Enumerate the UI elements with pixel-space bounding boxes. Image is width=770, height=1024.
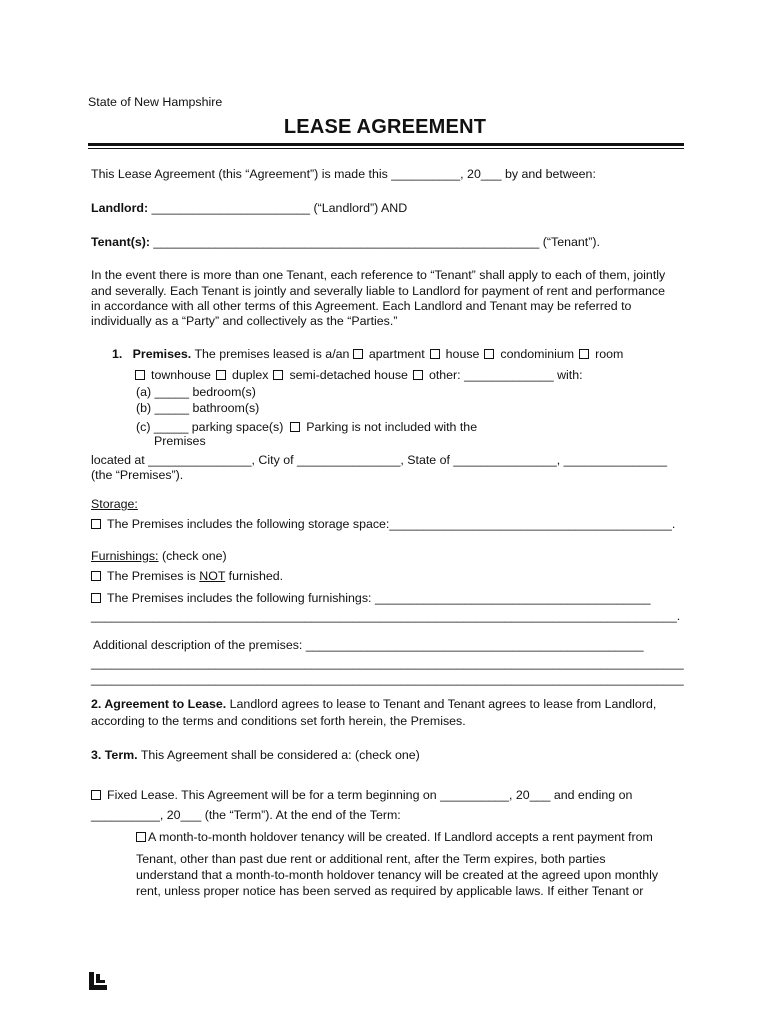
house-checkbox[interactable] bbox=[430, 349, 440, 359]
holdover-line: Tenant, other than past due rent or additional rent, after the Term expires, both parties bbox=[136, 852, 606, 866]
not-furnished-end: furnished. bbox=[225, 569, 284, 583]
located-line: located at _______________, City of _______________, State of _______________, _______________ bbox=[91, 453, 668, 467]
premises-heading: Premises. bbox=[132, 347, 192, 361]
holdover-line: understand that a month-to-month holdover tenancy will be created at the agreed upon monthly bbox=[136, 868, 659, 882]
tenant-field[interactable]: ________________________________________________________ (“Tenant”). bbox=[149, 235, 600, 249]
room-checkbox[interactable] bbox=[579, 349, 589, 359]
term-heading: 3. Term. bbox=[91, 748, 138, 762]
storage-checkbox[interactable] bbox=[91, 519, 101, 529]
agreement-line-2: according to the terms and conditions set forth herein, the Premises. bbox=[91, 714, 466, 728]
additional-line[interactable]: ______________________________________________________________________________________ bbox=[91, 672, 684, 686]
furnishings-line bbox=[91, 549, 227, 564]
term-line bbox=[91, 748, 420, 763]
storage-text: The Premises includes the following storage space:_________________________________________. bbox=[107, 517, 676, 531]
duplex-checkbox[interactable] bbox=[216, 370, 226, 380]
fixed-lease-cont: __________, 20___ (the “Term”). At the end of the Term: bbox=[91, 808, 401, 822]
document-title: LEASE AGREEMENT bbox=[283, 116, 487, 138]
additional-line[interactable]: ______________________________________________________________________________________ bbox=[91, 656, 684, 670]
landlord-line bbox=[91, 201, 407, 216]
parking-line bbox=[136, 420, 477, 435]
parking-cont: Premises bbox=[154, 434, 206, 448]
bathrooms-line: (b) _____ bathroom(s) bbox=[136, 401, 260, 415]
furnishings-note: (check one) bbox=[158, 549, 227, 563]
semi-detached-checkbox[interactable] bbox=[273, 370, 283, 380]
state-name: State of New Hampshire bbox=[88, 95, 223, 109]
house-label: house bbox=[445, 347, 480, 361]
holdover-text: A month-to-month holdover tenancy will be created. If Landlord accepts a rent payment from bbox=[148, 830, 653, 844]
storage-label: Storage: bbox=[91, 497, 138, 511]
duplex-label: duplex bbox=[231, 368, 269, 382]
other-checkbox[interactable] bbox=[413, 370, 423, 380]
section-number: 1. bbox=[112, 347, 123, 361]
not-furnished-text: The Premises is bbox=[107, 569, 200, 583]
agreement-line-1 bbox=[91, 697, 656, 712]
fixed-lease-checkbox[interactable] bbox=[91, 790, 101, 800]
holdover-option bbox=[136, 830, 653, 845]
bedrooms-line: (a) _____ bedroom(s) bbox=[136, 385, 256, 399]
intro-para-line: individually as a “Party” and collectively as the “Parties.” bbox=[91, 314, 398, 328]
legal-templates-logo-icon bbox=[89, 972, 107, 990]
storage-option bbox=[91, 517, 675, 532]
not-furnished-option bbox=[91, 569, 283, 584]
additional-description[interactable]: Additional description of the premises: _________________________________________________ bbox=[93, 638, 644, 652]
agreement-heading: 2. Agreement to Lease. bbox=[91, 697, 227, 711]
apartment-label: apartment bbox=[368, 347, 425, 361]
not-furnished-checkbox[interactable] bbox=[91, 571, 101, 581]
furnished-checkbox[interactable] bbox=[91, 593, 101, 603]
intro-para-line: in accordance with all other terms of this Agreement. Each Landlord and Tenant may be referred to bbox=[91, 299, 632, 313]
made-line: This Lease Agreement (this “Agreement”) is made this __________, 20___ by and between: bbox=[91, 167, 596, 181]
tenant-label: Tenant(s): bbox=[91, 235, 150, 249]
townhouse-label: townhouse bbox=[151, 368, 211, 382]
townhouse-checkbox[interactable] bbox=[135, 370, 145, 380]
title-rule-thin bbox=[88, 148, 684, 149]
agreement-text: Landlord agrees to lease to Tenant and Tenant agrees to lease from Landlord, bbox=[226, 697, 657, 711]
fixed-lease-text: Fixed Lease. This Agreement will be for a term beginning on __________, 20___ and ending on bbox=[107, 788, 633, 802]
other-label: other: _____________ with: bbox=[428, 368, 583, 382]
apartment-checkbox[interactable] bbox=[353, 349, 363, 359]
furnishings-label: Furnishings: bbox=[91, 549, 159, 563]
premises-type-line bbox=[112, 347, 623, 362]
intro-para-line: and severally. Each Tenant is jointly and severally liable to Landlord for payment of rent and performance bbox=[91, 284, 665, 298]
parking-not-included-checkbox[interactable] bbox=[290, 422, 300, 432]
furnished-cont[interactable]: _____________________________________________________________________________________. bbox=[91, 609, 681, 623]
parking-not-included-label: Parking is not included with the bbox=[306, 420, 478, 434]
holdover-line: rent, unless proper notice has been served as required by applicable laws. If either Tenant or bbox=[136, 884, 644, 898]
premises-type-line-2 bbox=[135, 368, 583, 383]
holdover-checkbox[interactable] bbox=[136, 832, 146, 842]
title-rule bbox=[88, 143, 684, 146]
room-label: room bbox=[595, 347, 624, 361]
term-lead: This Agreement shall be considered a: (check one) bbox=[137, 748, 420, 762]
furnished-text: The Premises includes the following furnishings: ________________________________________ bbox=[107, 591, 651, 605]
tenant-line bbox=[91, 235, 600, 250]
furnished-option bbox=[91, 591, 651, 606]
not-emphasis: NOT bbox=[199, 569, 226, 583]
condominium-checkbox[interactable] bbox=[484, 349, 494, 359]
fixed-lease-option bbox=[91, 788, 632, 803]
premises-lead: The premises leased is a/an bbox=[191, 347, 353, 361]
condominium-label: condominium bbox=[500, 347, 575, 361]
premises-definition: (the “Premises”). bbox=[91, 468, 184, 482]
parking-spaces: (c) _____ parking space(s) bbox=[136, 420, 284, 434]
landlord-label: Landlord: bbox=[91, 201, 149, 215]
semi-detached-label: semi-detached house bbox=[289, 368, 408, 382]
landlord-field[interactable]: _______________________ (“Landlord”) AND bbox=[148, 201, 408, 215]
intro-para-line: In the event there is more than one Tenant, each reference to “Tenant” shall apply to each of them, jointly bbox=[91, 268, 666, 282]
